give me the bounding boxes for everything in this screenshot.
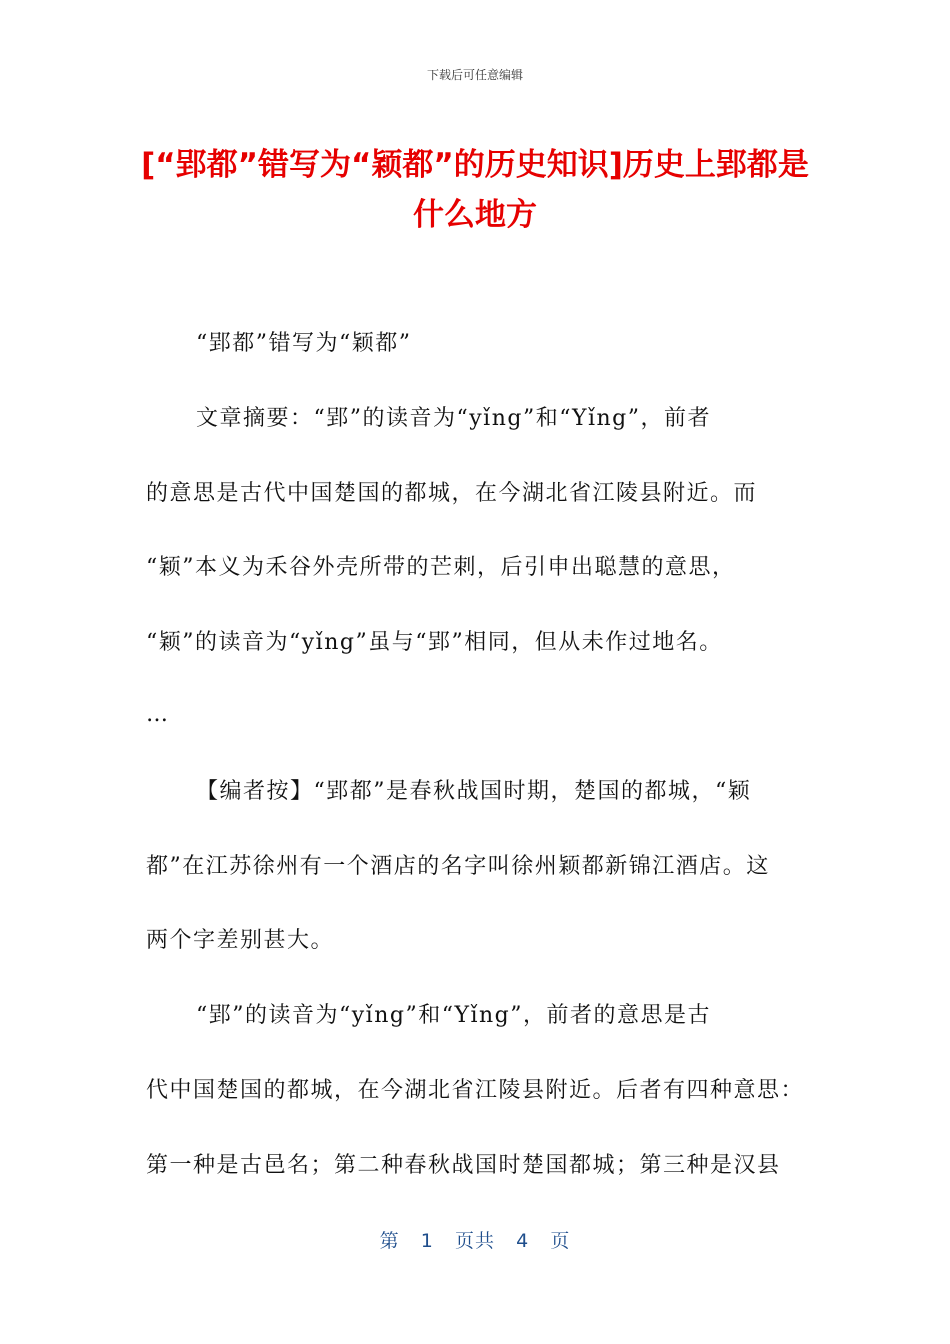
body-line: 两个字差别甚大。: [146, 928, 335, 953]
body-line: 代中国楚国的都城，在今湖北省江陵县附近。后者有四种意思：: [146, 1078, 805, 1103]
page-label-suffix: 页: [550, 1230, 571, 1252]
body-line: 【编者按】“郢都”是春秋战国时期，楚国的都城，“颖: [196, 779, 752, 804]
ellipsis: …: [146, 702, 170, 727]
page-label-prefix: 第: [379, 1230, 400, 1252]
page-label-mid: 页共: [454, 1230, 495, 1252]
subheading: “郢都”错写为“颖都”: [196, 331, 412, 356]
total-pages-number: 4: [516, 1230, 530, 1252]
body-line: 都”在江苏徐州有一个酒店的名字叫徐州颖都新锦江酒店。这: [146, 854, 770, 879]
body-line: “颖”的读音为“yǐng”虽与“郢”相同，但从未作过地名。: [146, 630, 723, 655]
body-line: 第一种是古邑名；第二种春秋战国时楚国都城；第三种是汉县: [146, 1153, 781, 1178]
body-line: “郢”的读音为“yǐng”和“Yǐng”，前者的意思是古: [196, 1003, 712, 1028]
body-line: 的意思是古代中国楚国的都城，在今湖北省江陵县附近。而: [146, 481, 758, 506]
body-line: 文章摘要：“郢”的读音为“yǐng”和“Yǐng”，前者: [196, 406, 712, 431]
current-page-number: 1: [420, 1230, 434, 1252]
body-line: “颖”本义为禾谷外壳所带的芒刺，后引申出聪慧的意思，: [146, 555, 736, 580]
header-note: 下载后可任意编辑: [426, 68, 523, 82]
page-footer: [0, 1226, 950, 1253]
document-title: [“郢都”错写为“颖都”的历史知识]历史上郢都是什么地方: [141, 147, 809, 233]
